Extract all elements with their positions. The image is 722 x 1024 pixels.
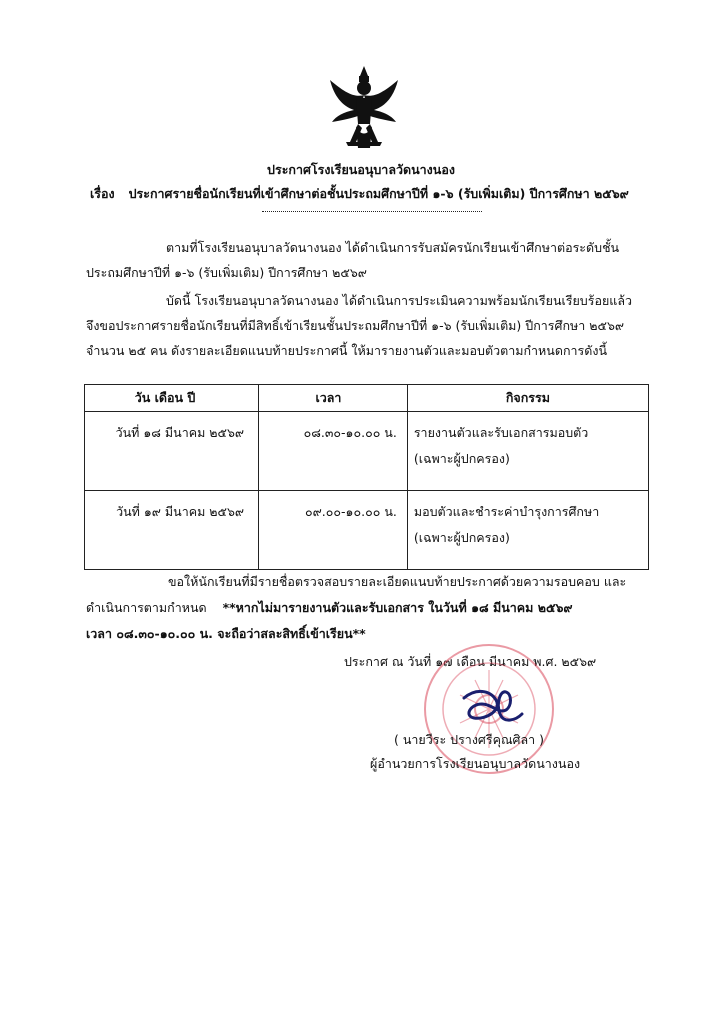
row-activity <box>407 412 648 491</box>
activity-note: (เฉพาะผู้ปกครอง) <box>413 451 510 466</box>
subject-label: เรื่อง <box>90 186 115 201</box>
garuda-emblem-icon <box>326 62 402 152</box>
row-time: ๐๙.๐๐-๑๐.๐๐ น. <box>259 491 408 570</box>
subject-text: ประกาศรายชื่อนักเรียนที่เข้าศึกษาต่อชั้นประถมศึกษาปีที่ ๑-๖ (รับเพิ่มเติม) ปีการศึกษา ๒๕๖๙ <box>128 186 629 201</box>
row-date: วันที่ ๑๘ มีนาคม ๒๕๖๙ <box>85 412 259 491</box>
signature-icon <box>456 684 526 728</box>
table-row <box>85 412 649 491</box>
paragraph-3-text: ขอให้นักเรียนที่มีรายชื่อตรวจสอบรายละเอียดแนบท้ายประกาศด้วยความรอบคอบ และดำเนินการตามกำหนด <box>86 574 627 615</box>
table-row <box>85 491 649 570</box>
activity-text: มอบตัวและชำระค่าบำรุงการศึกษา <box>413 504 600 519</box>
paragraph-1: ตามที่โรงเรียนอนุบาลวัดนางนอง ได้ดำเนินการรับสมัครนักเรียนเข้าศึกษาต่อระดับชั้นประถมศึกษาปีที่ ๑-๖ (รับเพิ่มเติม) ปีการศึกษา ๒๕๖๙ <box>86 240 620 280</box>
dotted-divider <box>262 211 482 212</box>
header-date: วัน เดือน ปี <box>85 385 259 412</box>
signer-position: ผู้อำนวยการโรงเรียนอนุบาลวัดนางนอง <box>370 756 581 771</box>
announce-date: ประกาศ ณ วันที่ ๑๗ เดือน มีนาคม พ.ศ. ๒๕๖๙ <box>344 654 597 669</box>
row-activity <box>407 491 648 570</box>
row-date: วันที่ ๑๙ มีนาคม ๒๕๖๙ <box>85 491 259 570</box>
paragraph-2: บัดนี้ โรงเรียนอนุบาลวัดนางนอง ได้ดำเนินการประเมินความพร้อมนักเรียนเรียบร้อยแล้ว จึงขอประกาศรายชื่อนักเรียนที่มีสิทธิ์เข้าเรียนชั้นประถมศึกษาปีที่ ๑-๖ (รับเพิ่มเติม) ปีการศึกษา ๒๕๖๙ จำนวน ๒๕ คน ดังรายละเอียดแนบท้ายประกาศนี้ ให้มารายงานตัวและมอบตัวตามกำหนดการดังนี้ <box>86 293 633 358</box>
subject-line <box>90 184 690 204</box>
header-time: เวลา <box>259 385 408 412</box>
document-title: ประกาศโรงเรียนอนุบาลวัดนางนอง <box>267 162 455 177</box>
paragraph-3 <box>86 569 646 621</box>
signer-name: ( นายวีระ ปรางศรีคุณศิลา ) <box>394 732 544 747</box>
row-time: ๐๘.๓๐-๑๐.๐๐ น. <box>259 412 408 491</box>
paragraph-3-warning-end: เวลา ๐๘.๓๐-๑๐.๐๐ น. จะถือว่าสละสิทธิ์เข้าเรียน** <box>86 626 366 641</box>
activity-note: (เฉพาะผู้ปกครอง) <box>413 530 510 545</box>
table-header-row <box>85 385 649 412</box>
schedule-table <box>84 384 649 570</box>
paragraph-3-warning: **หากไม่มารายงานตัวและรับเอกสาร ในวันที่ ๑๘ มีนาคม ๒๕๖๙ <box>222 600 573 615</box>
header-activity: กิจกรรม <box>407 385 648 412</box>
activity-text: รายงานตัวและรับเอกสารมอบตัว <box>413 425 589 440</box>
